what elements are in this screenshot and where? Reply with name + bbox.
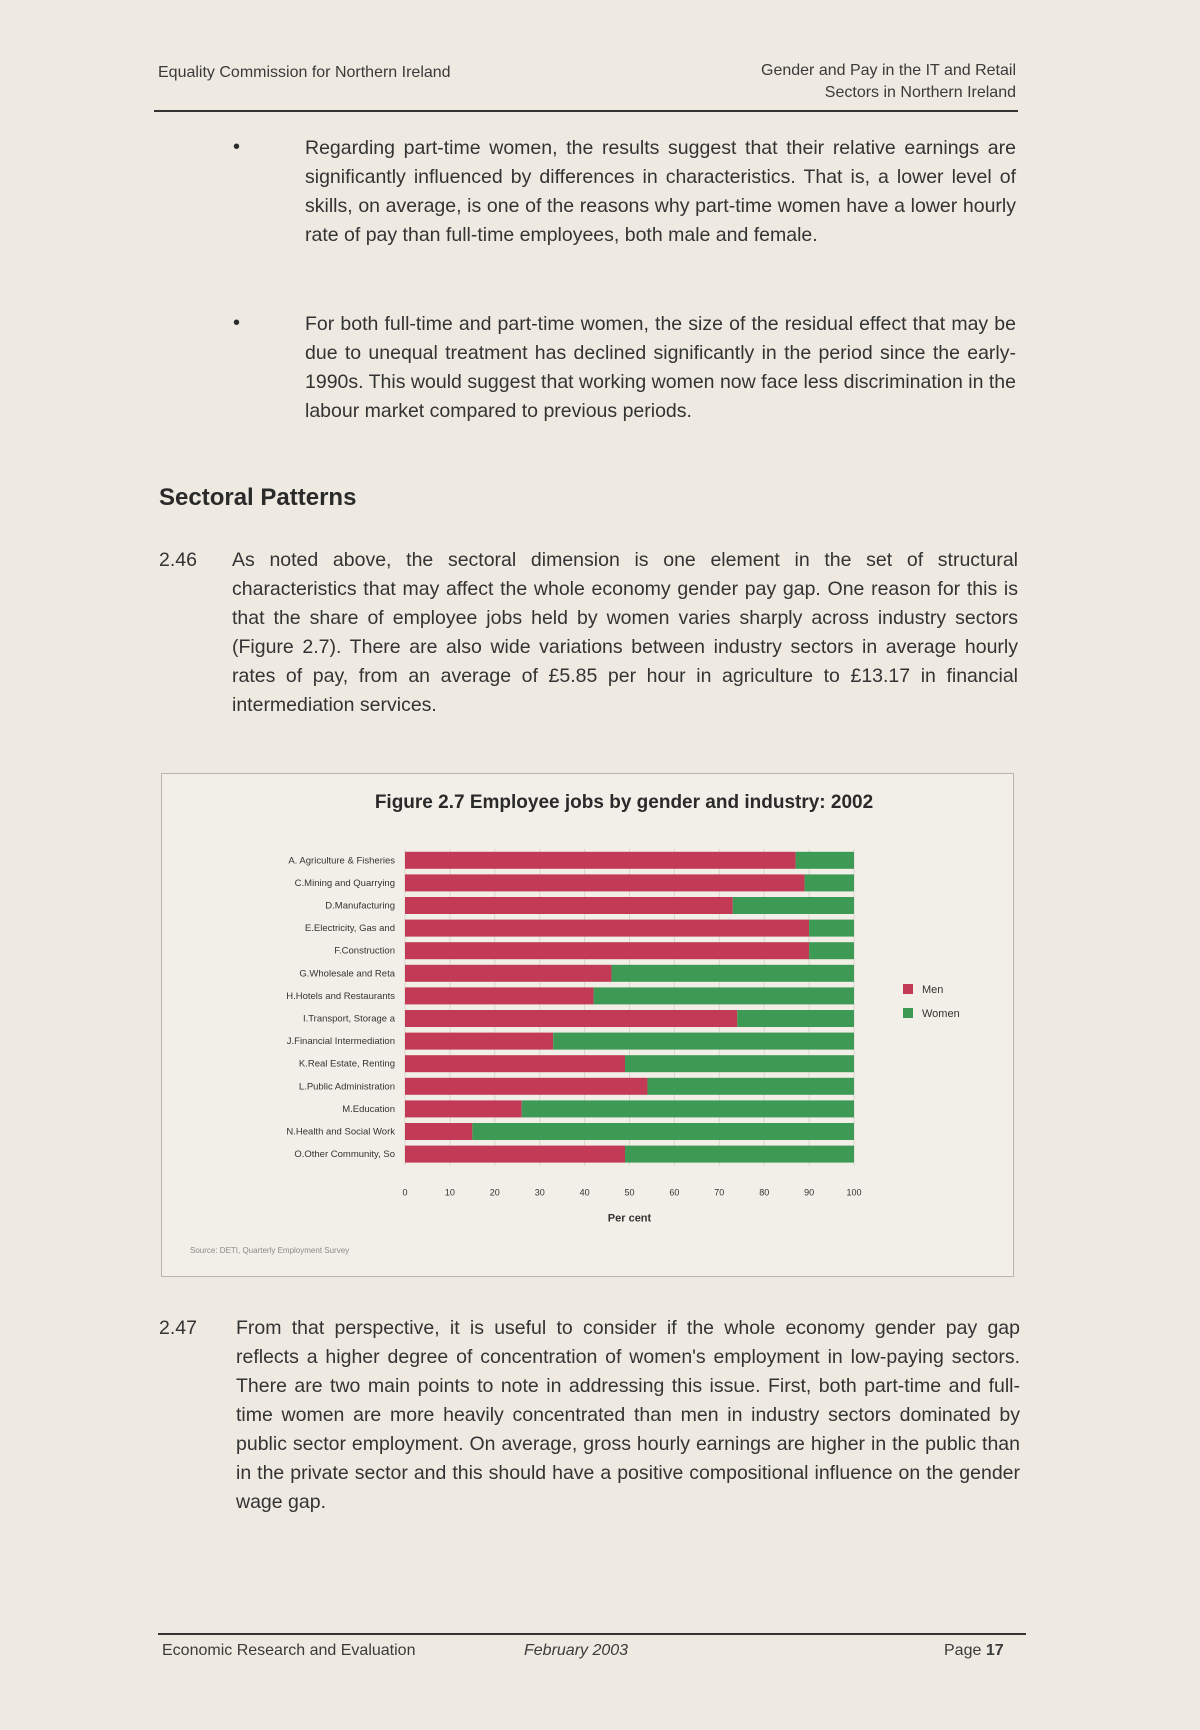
category-label: I.Transport, Storage a (302, 1013, 395, 1025)
category-label: F.Construction (334, 945, 395, 957)
category-label: C.Mining and Quarrying (294, 877, 395, 889)
bar-men (405, 897, 733, 914)
figure-source-note: Source: DETI, Quarterly Employment Survey (190, 1246, 350, 1255)
bar-women (522, 1100, 854, 1117)
bar-women (733, 897, 854, 914)
footer-page-label: Page (944, 1642, 982, 1659)
bar-men (405, 1146, 625, 1163)
bar-women (625, 1146, 854, 1163)
bullet-text-residual-effect: For both full-time and part-time women, the size of the residual effect that may be due to unequal treatment has declined significantly in the period since the early-1990s. This would suggest that working women now face less discrimination in the labour market compared to previous periods. (305, 313, 1016, 422)
bar-men (405, 1055, 625, 1072)
bar-women (809, 920, 854, 937)
bar-women (625, 1055, 854, 1072)
bar-men (405, 1010, 737, 1027)
paragraph-number-2-46: 2.46 (159, 549, 197, 571)
bullet-text-part-time-women: Regarding part-time women, the results suggest that their relative earnings are significantly influenced by differences in characteristics. That is, a lower level of skills, on average, is one of the reasons why part-time women have a lower hourly rate of pay than full-time employees, both male and female. (305, 137, 1016, 246)
footer-date: February 2003 (524, 1642, 629, 1659)
category-label: H.Hotels and Restaurants (286, 990, 395, 1002)
bar-women (594, 987, 854, 1004)
legend-label-women: Women (922, 1008, 960, 1020)
bar-women (647, 1078, 854, 1095)
x-axis-label: Per cent (607, 1212, 652, 1225)
category-label: L.Public Administration (298, 1081, 395, 1093)
paragraph-number-2-47: 2.47 (159, 1317, 197, 1339)
footer-rule (158, 1633, 1026, 1635)
x-tick-label: 50 (624, 1187, 635, 1198)
category-label: A. Agriculture & Fisheries (288, 855, 395, 867)
bar-women (737, 1010, 854, 1027)
x-tick-label: 30 (534, 1187, 545, 1198)
bullet-marker: • (233, 136, 241, 158)
header-organisation: Equality Commission for Northern Ireland (158, 64, 451, 81)
category-label: G.Wholesale and Reta (299, 968, 395, 980)
bullet-marker: • (233, 312, 241, 334)
category-label: D.Manufacturing (325, 900, 395, 912)
bar-men (405, 1033, 553, 1050)
header-title-line-1: Gender and Pay in the IT and Retail (761, 62, 1016, 79)
bar-men (405, 942, 809, 959)
x-tick-label: 80 (759, 1187, 770, 1198)
legend-swatch-men (903, 984, 913, 994)
bar-women (805, 874, 854, 891)
legend-swatch-women (903, 1008, 913, 1018)
category-label: E.Electricity, Gas and (304, 923, 395, 935)
bar-men (405, 965, 612, 982)
x-tick-label: 60 (669, 1187, 680, 1198)
legend-label-men: Men (922, 984, 944, 996)
x-tick-label: 70 (714, 1187, 725, 1198)
category-label: O.Other Community, So (294, 1149, 395, 1161)
header-rule (154, 110, 1018, 112)
bar-women (472, 1123, 854, 1140)
header-title-line-2: Sectors in Northern Ireland (824, 84, 1016, 101)
bar-women (553, 1033, 854, 1050)
category-label: J.Financial Intermediation (286, 1036, 395, 1048)
x-tick-label: 40 (579, 1187, 590, 1198)
x-tick-label: 20 (489, 1187, 500, 1198)
bar-men (405, 920, 809, 937)
bar-men (405, 852, 796, 869)
footer-page (944, 1642, 1004, 1660)
category-label: N.Health and Social Work (286, 1126, 395, 1138)
x-tick-label: 10 (444, 1187, 455, 1198)
chart-title: Figure 2.7 Employee jobs by gender and industry: 2002 (374, 792, 874, 813)
stacked-bar-chart (162, 774, 1013, 1276)
bar-women (809, 942, 854, 959)
x-tick-label: 100 (846, 1187, 862, 1198)
x-tick-label: 0 (402, 1187, 408, 1198)
paragraph-2-46: As noted above, the sectoral dimension is one element in the set of structural characteristics that may affect the whole economy gender pay gap. One reason for this is that the share of employee jobs held by women varies sharply across industry sectors (Figure 2.7). There are also wide variations between industry sectors in average hourly rates of pay, from an average of £5.85 per hour in agriculture to £13.17 in financial intermediation services. (232, 549, 1018, 716)
bar-men (405, 1123, 472, 1140)
footer-department: Economic Research and Evaluation (162, 1642, 416, 1659)
footer-page-number: 17 (985, 1642, 1004, 1659)
bar-women (612, 965, 854, 982)
category-label: M.Education (342, 1103, 395, 1115)
bar-men (405, 987, 594, 1004)
section-heading: Sectoral Patterns (159, 484, 357, 511)
bar-men (405, 1078, 647, 1095)
category-label: K.Real Estate, Renting (298, 1058, 395, 1070)
figure-2-7 (161, 773, 1014, 1277)
bar-men (405, 874, 805, 891)
paragraph-2-47: From that perspective, it is useful to consider if the whole economy gender pay gap reflects a higher degree of concentration of women's employment in low-paying sectors. There are two main points to note in addressing this issue. First, both part-time and full-time women are more heavily concentrated than men in industry sectors dominated by public sector employment. On average, gross hourly earnings are higher in the public than in the private sector and this should have a positive compositional influence on the gender wage gap. (236, 1317, 1020, 1513)
bar-men (405, 1100, 522, 1117)
x-tick-label: 90 (804, 1187, 815, 1198)
bar-women (796, 852, 854, 869)
header-report-title (761, 60, 1016, 104)
